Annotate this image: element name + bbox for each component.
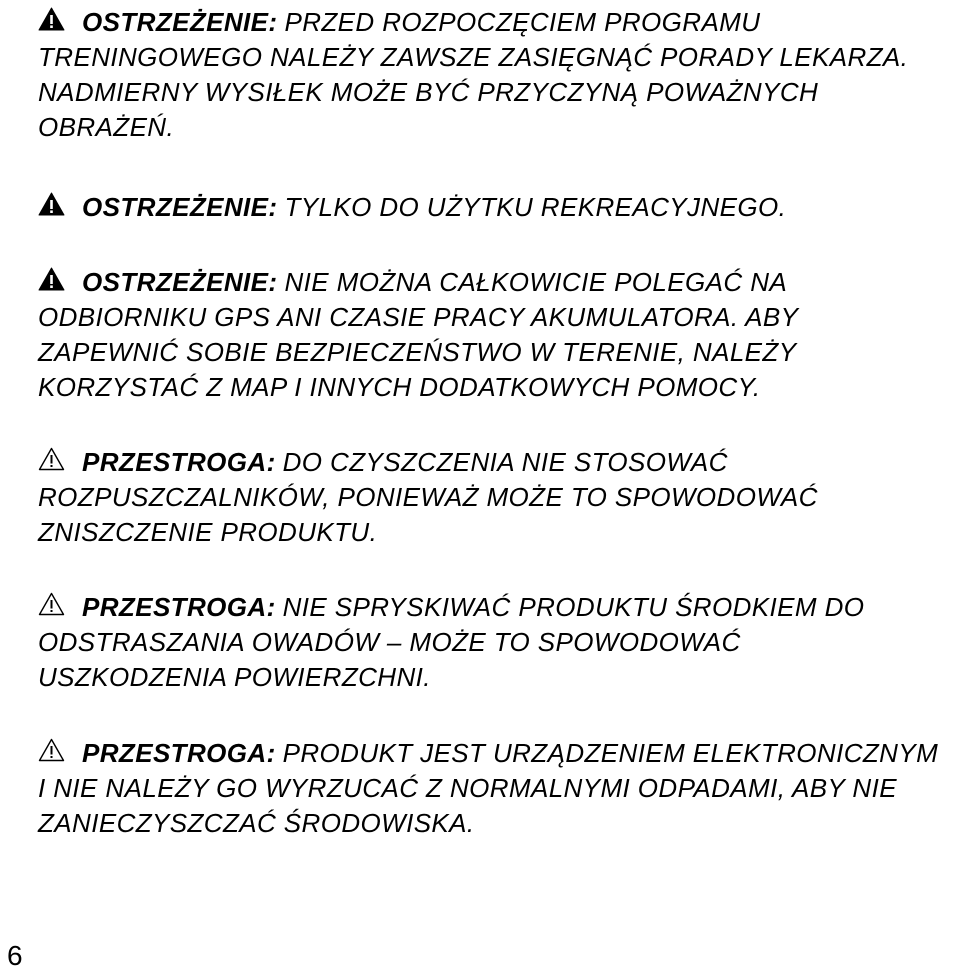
notice-text: PRZED ROZPOCZĘCIEM PROGRAMU	[284, 7, 761, 37]
notice-text: TYLKO DO UŻYTKU REKREACYJNEGO.	[284, 192, 787, 222]
notice-first-line	[38, 736, 938, 771]
warning-triangle-icon	[38, 267, 65, 291]
notice-text: NIE SPRYSKIWAĆ PRODUKTU ŚRODKIEM DO	[282, 592, 865, 622]
notice-line: NADMIERNY WYSIŁEK MOŻE BYĆ PRZYCZYNĄ POWAŻNYCH	[38, 77, 819, 107]
notice-line: ZANIECZYSZCZAĆ ŚRODOWISKA.	[38, 808, 475, 838]
warning-notice	[38, 5, 908, 145]
warning-notice	[38, 265, 798, 405]
warning-triangle-icon	[38, 192, 65, 216]
notice-line: I NIE NALEŻY GO WYRZUCAĆ Z NORMALNYMI ODPADAMI, ABY NIE	[38, 773, 897, 803]
notice-first-line	[38, 265, 798, 300]
notice-text: DO CZYSZCZENIA NIE STOSOWAĆ	[282, 447, 728, 477]
notice-first-line	[38, 5, 908, 40]
caution-triangle-icon	[38, 738, 65, 762]
notice-line: ROZPUSZCZALNIKÓW, PONIEWAŻ MOŻE TO SPOWODOWAĆ	[38, 482, 818, 512]
notice-line: ODBIORNIKU GPS ANI CZASIE PRACY AKUMULATORA. ABY	[38, 302, 799, 332]
notice-first-line	[38, 590, 864, 625]
caution-triangle-icon	[38, 592, 65, 616]
notice-line: ODSTRASZANIA OWADÓW – MOŻE TO SPOWODOWAĆ	[38, 627, 741, 657]
warning-triangle-icon	[38, 7, 65, 31]
notice-line: ZNISZCZENIE PRODUKTU.	[38, 517, 378, 547]
warning-label: OSTRZEŻENIE:	[82, 7, 278, 37]
notice-line: KORZYSTAĆ Z MAP I INNYCH DODATKOWYCH POMOCY.	[38, 372, 761, 402]
notice-line: ZAPEWNIĆ SOBIE BEZPIECZEŃSTWO W TERENIE, NALEŻY	[38, 337, 797, 367]
notice-line: USZKODZENIA POWIERZCHNI.	[38, 662, 431, 692]
notice-first-line	[38, 190, 786, 225]
caution-triangle-icon	[38, 447, 65, 471]
caution-notice	[38, 445, 818, 550]
notice-line: TRENINGOWEGO NALEŻY ZAWSZE ZASIĘGNĄĆ PORADY LEKARZA.	[38, 42, 909, 72]
notice-line: OBRAŻEŃ.	[38, 112, 175, 142]
caution-notice	[38, 590, 864, 695]
caution-notice	[38, 736, 938, 841]
notice-text: NIE MOŻNA CAŁKOWICIE POLEGAĆ NA	[284, 267, 788, 297]
warning-label: OSTRZEŻENIE:	[82, 267, 278, 297]
warning-notice	[38, 190, 786, 225]
caution-label: PRZESTROGA:	[82, 738, 276, 768]
notice-text: PRODUKT JEST URZĄDZENIEM ELEKTRONICZNYM	[282, 738, 939, 768]
caution-label: PRZESTROGA:	[82, 592, 276, 622]
caution-label: PRZESTROGA:	[82, 447, 276, 477]
warning-label: OSTRZEŻENIE:	[82, 192, 278, 222]
page-number: 6	[7, 940, 23, 971]
notice-first-line	[38, 445, 818, 480]
